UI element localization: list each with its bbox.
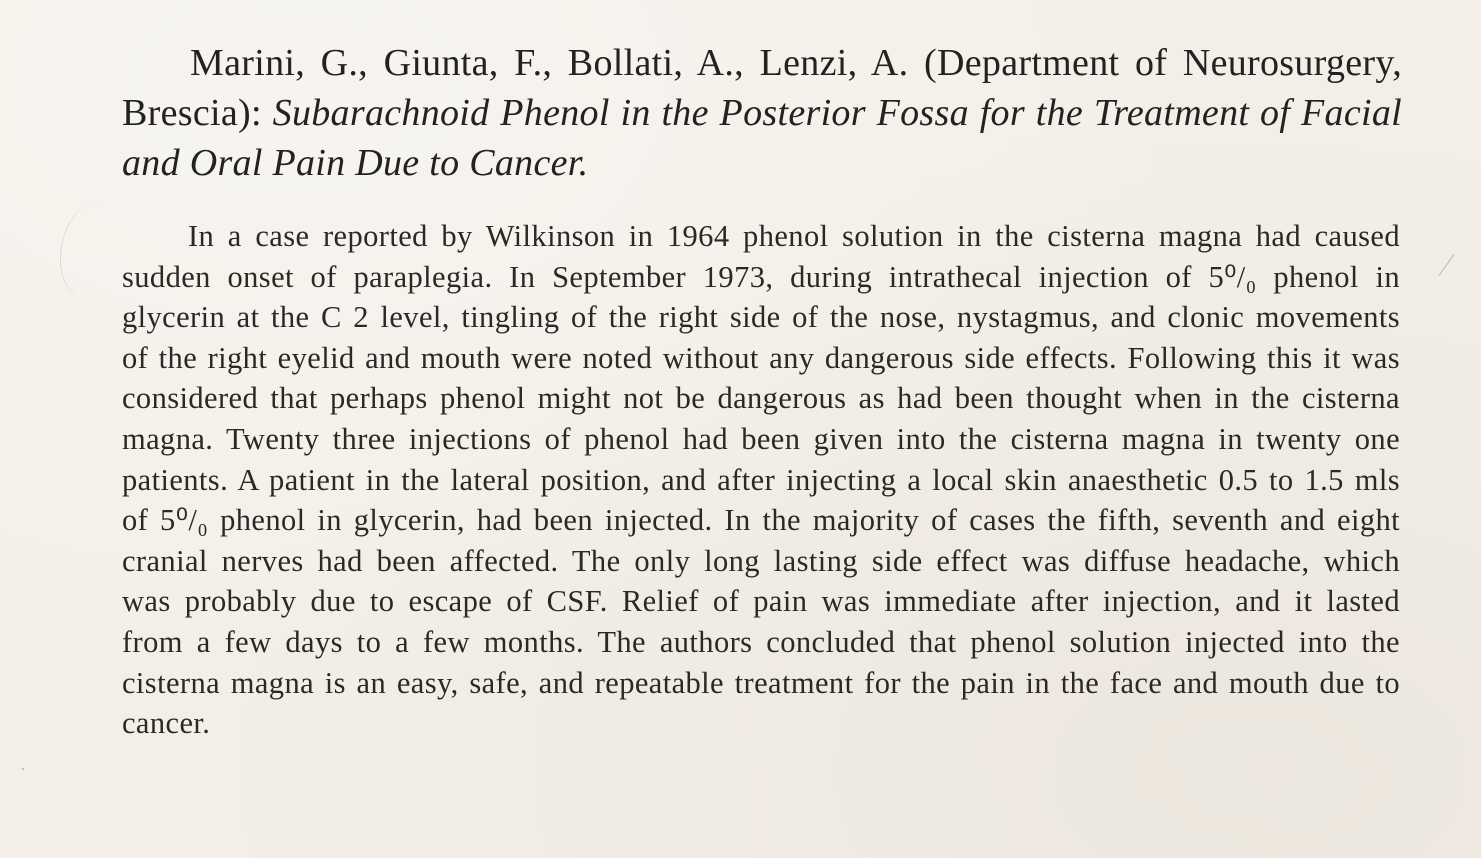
abstract-paragraph: In a case reported by Wilkinson in 1964 phenol solution in the cisterna magna had caused sudden onset of paraplegia. In September 1973, during intrathecal injection of 5⁰/₀ phenol in glycerin at the C 2 level, tingling of the right side of the nose, nystagmus, and clonic movements of the right eyelid and mouth were noted without any dangerous side effects. Following this it was considered that perhaps phenol might not be dangerous as had been thought when in the cisterna magna. Twenty three injections of phenol had been given into the cisterna magna in twenty one patients. A patient in the lateral position, and after injecting a local skin anaesthetic 0.5 to 1.5 mls of 5⁰/₀ phenol in glycerin, had been injected. In the majority of cases the fifth, seventh and eight cranial nerves had been affected. The only long lasting side effect was diffuse headache, which was probably due to escape of CSF. Relief of pain was immediate after injection, and it lasted from a few days to a few months. The authors concluded that phenol solution injected into the cisterna magna is an easy, safe, and repeatable treatment for the pain in the face and mouth due to cancer. — [122, 219, 1400, 741]
authors-affiliation: Marini, G., Giunta, F., Bollati, A., Lenzi, A. (Department of Neurosurgery, Brescia): — [122, 42, 1402, 134]
paper-crease — [60, 200, 131, 300]
paper-speck — [22, 768, 24, 770]
article-heading — [122, 38, 1402, 188]
pen-mark — [1439, 254, 1455, 276]
article-title: Subarachnoid Phenol in the Posterior Fossa for the Treatment of Facial and Oral Pain Due to Cancer. — [122, 92, 1402, 184]
